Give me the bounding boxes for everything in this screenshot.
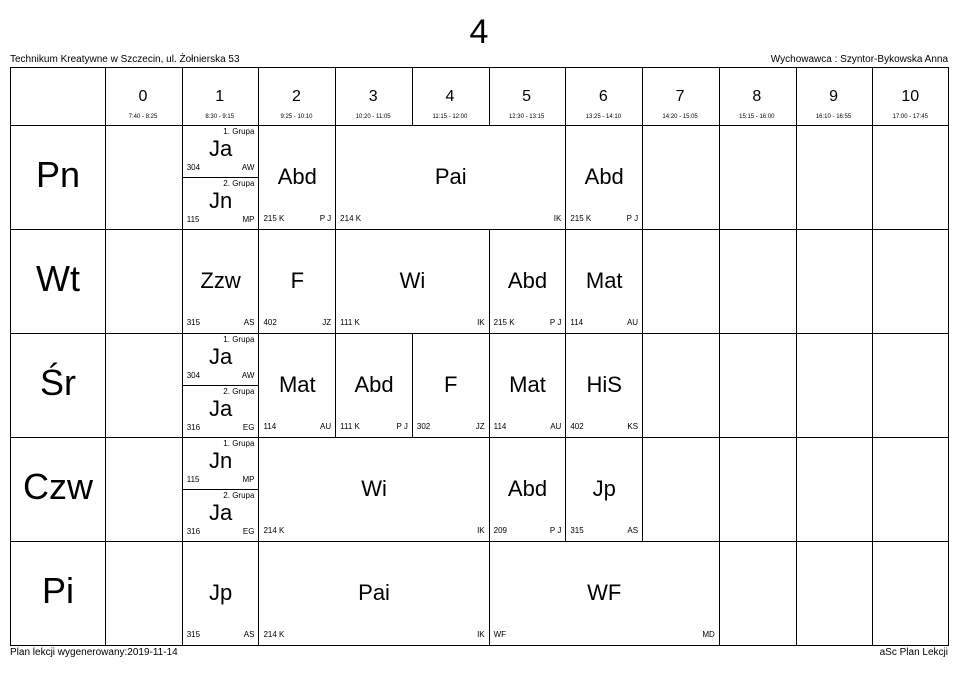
group-label: 2. Grupa [223,491,255,500]
teacher-initials: EG [242,423,255,432]
teacher-initials: IK [477,526,485,535]
room-number: 115 [186,215,200,224]
group-divider [183,385,259,386]
room-number: 214 K [340,214,362,223]
subject: Wi [399,268,426,293]
lesson-cell[interactable] [183,126,259,229]
lesson-cell[interactable] [259,542,488,645]
room-number: 215 K [570,214,592,223]
lesson-cell[interactable] [259,438,488,541]
group-label: 1. Grupa [223,335,255,344]
lesson-cell[interactable] [413,334,489,437]
room-number: 402 [570,422,584,431]
period-number: 4 [445,88,455,105]
subject: Ja [208,396,233,421]
teacher-initials: MD [702,630,715,639]
column-divider [872,68,873,645]
teacher-initials: AU [550,422,562,431]
subject: Pai [358,580,390,605]
room-number: 304 [186,371,201,380]
group-divider [183,489,259,490]
subject: Pai [434,164,467,189]
subject: Abd [354,372,394,397]
period-number: 0 [138,88,148,105]
teacher-initials: MP [242,475,255,484]
room-number: 315 [186,318,201,327]
teacher-initials: AU [626,318,639,327]
subject: F [444,372,458,397]
period-time: 17:00 - 17:45 [892,114,928,120]
lesson-cell[interactable] [183,542,259,645]
room-number: 114 [263,422,277,431]
lesson-cell[interactable] [336,126,565,229]
teacher-initials: AS [243,318,255,327]
period-time: 13:25 - 14:10 [585,114,622,120]
period-number: 9 [829,88,838,105]
subject: Ja [208,344,233,369]
lesson-cell[interactable] [183,334,259,437]
room-number: 214 K [263,630,285,639]
room-number: 111 K [340,318,360,327]
lesson-cell[interactable] [336,334,412,437]
lesson-cell[interactable] [566,230,642,333]
lesson-cell[interactable] [566,438,642,541]
room-number: 316 [186,423,201,432]
teacher-initials: MP [242,215,255,224]
group-label: 1. Grupa [223,439,255,448]
subject: Wi [361,476,387,501]
subject: Abd [507,476,548,501]
period-time: 10:20 - 11:05 [355,114,391,120]
period-number: 6 [598,88,608,105]
column-divider [796,68,797,645]
school-name: Technikum Kreatywne w Szczecin, ul. Żołnierska 53 [10,54,240,65]
subject: HiS [586,372,622,397]
lesson-cell[interactable] [490,334,566,437]
day-label: Śr [40,362,76,403]
period-number: 2 [292,88,301,105]
subject: Jp [592,476,616,501]
room-number: WF [493,630,507,639]
period-time: 8:30 - 9:15 [205,114,235,120]
teacher-initials: JZ [322,318,332,327]
period-number: 3 [368,88,378,105]
room-number: 316 [186,527,201,536]
teacher-initials: EG [242,527,255,536]
lesson-cell[interactable] [336,230,488,333]
column-divider [105,68,106,645]
subject: Zzw [200,268,241,293]
lesson-cell[interactable] [259,126,335,229]
lesson-cell[interactable] [259,230,335,333]
teacher-initials: IK [477,630,485,639]
room-number: 315 [570,526,584,535]
period-number: 8 [752,88,762,105]
period-time: 15:15 - 16:00 [739,114,775,120]
subject: Ja [208,500,233,525]
room-number: 315 [186,630,201,639]
day-label: Pn [35,154,81,195]
teacher-initials: P J [626,214,639,223]
group-label: 1. Grupa [223,127,255,136]
generated-date: Plan lekcji wygenerowany:2019-11-14 [10,647,178,658]
room-number: 115 [186,475,200,484]
lesson-cell[interactable] [490,438,566,541]
teacher-initials: KS [627,422,639,431]
day-label: Pi [41,570,74,611]
subject: Mat [509,372,546,397]
subject: Mat [278,372,316,397]
subject: Abd [507,268,548,293]
room-number: 215 K [263,214,285,223]
teacher-initials: AU [320,422,332,431]
timetable-grid [10,67,949,646]
class-teacher: Wychowawca : Szyntor-Bykowska Anna [770,54,948,65]
subject: F [290,268,305,293]
lesson-cell[interactable] [490,230,566,333]
teacher-initials: IK [553,214,562,223]
period-number: 5 [522,88,532,105]
period-time: 16:10 - 16:55 [815,114,852,120]
period-time: 14:20 - 15:05 [662,114,698,120]
period-time: 11:15 - 12:00 [432,114,468,120]
subject: Jn [208,188,233,213]
subject: Jn [208,448,233,473]
teacher-initials: AW [241,371,255,380]
subject: Abd [584,164,624,189]
subject: WF [587,580,622,605]
lesson-cell[interactable] [566,126,642,229]
period-number: 1 [215,88,225,105]
subject: Ja [208,136,233,161]
room-number: 209 [493,526,507,535]
lesson-cell[interactable] [183,230,259,333]
room-number: 304 [186,163,201,172]
subject: Jp [208,580,233,605]
teacher-initials: P J [319,214,332,223]
room-number: 114 [493,422,507,431]
period-number: 7 [675,88,685,105]
period-time: 12:30 - 13:15 [508,114,545,120]
room-number: 214 K [263,526,285,535]
lesson-cell[interactable] [566,334,642,437]
lesson-cell[interactable] [490,542,719,645]
teacher-initials: AW [241,163,255,172]
lesson-cell[interactable] [259,334,335,437]
teacher-initials: P J [549,526,562,535]
teacher-initials: AS [627,526,639,535]
group-label: 2. Grupa [223,179,255,188]
subject: Mat [585,268,623,293]
subject: Abd [277,164,317,189]
day-label: Czw [23,466,93,507]
room-number: 114 [570,318,584,327]
class-title: 4 [469,13,489,51]
app-name: aSc Plan Lekcji [879,647,948,658]
room-number: 215 K [493,318,515,327]
period-time: 9:25 - 10:10 [280,114,313,120]
room-number: 402 [263,318,277,327]
lesson-cell[interactable] [183,438,259,541]
room-number: 111 K [340,422,360,431]
teacher-initials: P J [549,318,562,327]
column-divider [719,68,720,645]
group-label: 2. Grupa [223,387,255,396]
day-label: Wt [36,258,80,299]
teacher-initials: IK [477,318,485,327]
room-number: 302 [416,422,431,431]
teacher-initials: P J [396,422,408,431]
teacher-initials: AS [243,630,255,639]
group-divider [183,177,259,178]
teacher-initials: JZ [475,422,485,431]
period-number: 10 [901,88,920,105]
period-time: 7:40 - 8:25 [128,114,158,120]
